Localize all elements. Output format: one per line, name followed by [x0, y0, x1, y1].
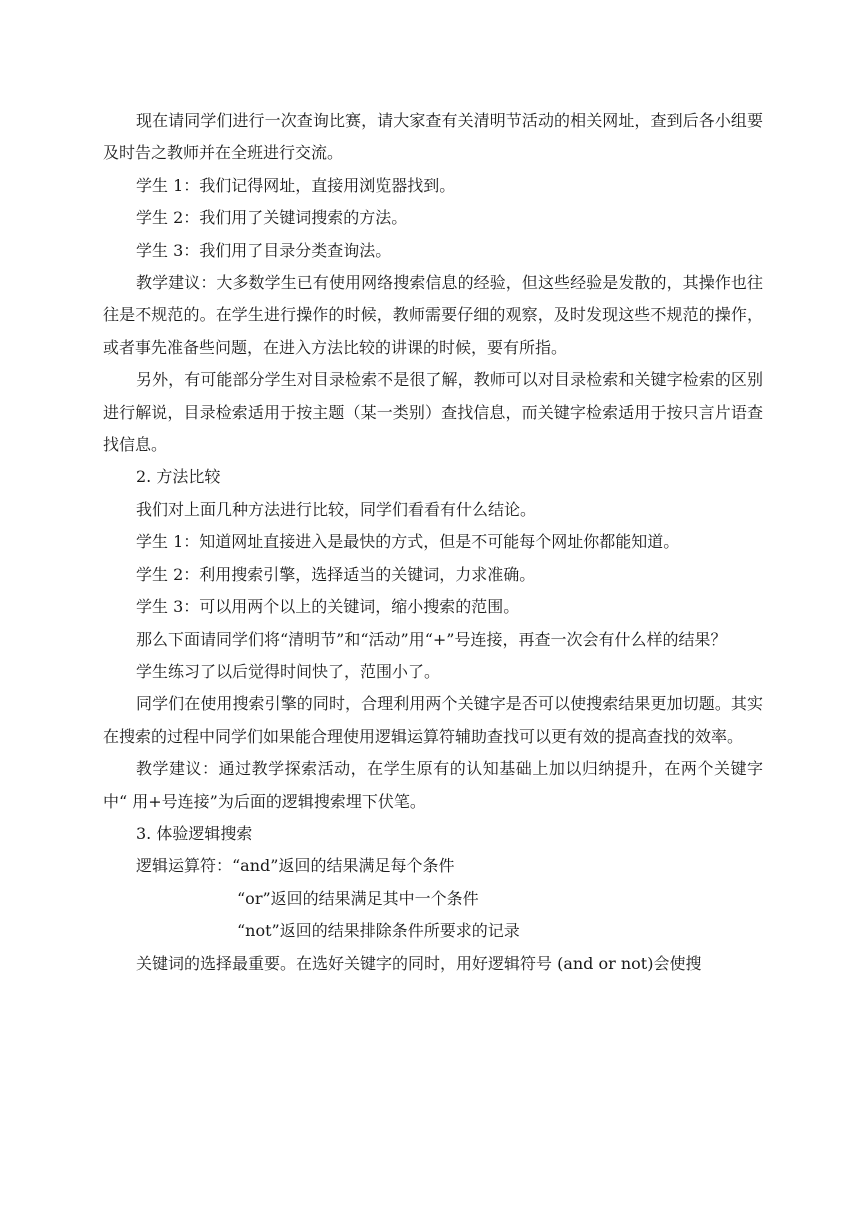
paragraph-directory-vs-keyword: 另外，有可能部分学生对目录检索不是很了解，教师可以对目录检索和关键字检索的区别进行解说，目录检索适用于按主题（某一类别）查找信息，而关键字检索适用于按只言片语查找信息。: [103, 370, 763, 455]
paragraph-teaching-suggestion-2: 教学建议：通过教学探索活动，在学生原有的认知基础上加以归纳提升，在两个关键字中“ 用+号连接”为后面的逻辑搜索埋下伏笔。: [103, 759, 763, 811]
operator-and-description: 逻辑运算符：“and”返回的结果满足每个条件: [136, 856, 455, 876]
paragraph-comparison-student-3: 学生 3：可以用两个以上的关键词，缩小搜索的范围。: [136, 597, 520, 617]
document-body: [103, 105, 763, 980]
paragraph-keyword-selection: 关键词的选择最重要。在选好关键字的同时，用好逻辑符号 (and or not)会使搜: [136, 953, 702, 973]
operator-or-description: “or”返回的结果满足其中一个条件: [237, 888, 479, 908]
paragraph-practice-result: 学生练习了以后觉得时间快了，范围小了。: [136, 661, 441, 681]
paragraph-compare-intro: 我们对上面几种方法进行比较，同学们看看有什么结论。: [136, 499, 537, 519]
paragraph-query-contest: 现在请同学们进行一次查询比赛，请大家查有关清明节活动的相关网址，查到后各小组要及时告之教师并在全班进行交流。: [103, 111, 763, 163]
paragraph-comparison-student-2: 学生 2：利用搜索引擎，选择适当的关键词，力求准确。: [136, 564, 536, 584]
paragraph-logic-operators-benefit: 同学们在使用搜索引擎的同时，合理利用两个关键字是否可以使搜索结果更加切题。其实在搜索的过程中同学们如果能合理使用逻辑运算符辅助查找可以更有效的提高查找的效率。: [103, 694, 763, 746]
operator-not-description: “not”返回的结果排除条件所要求的记录: [237, 921, 520, 941]
section-heading-logic-search: 3. 体验逻辑搜索: [136, 823, 253, 843]
paragraph-student-2-answer: 学生 2：我们用了关键词搜索的方法。: [136, 208, 408, 228]
paragraph-plus-connection-task: 那么下面请同学们将“清明节”和“活动”用“+”号连接，再查一次会有什么样的结果？: [136, 629, 727, 649]
paragraph-student-1-answer: 学生 1：我们记得网址，直接用浏览器找到。: [136, 175, 456, 195]
paragraph-comparison-student-1: 学生 1：知道网址直接进入是最快的方式，但是不可能每个网址你都能知道。: [136, 532, 680, 552]
section-heading-method-comparison: 2. 方法比较: [136, 467, 221, 487]
paragraph-teaching-suggestion-1: 教学建议：大多数学生已有使用网络搜索信息的经验，但这些经验是发散的，其操作也往往是不规范的。在学生进行操作的时候，教师需要仔细的观察，及时发现这些不规范的操作，或者事先准备些问题，在进入方法比较的讲课的时候，要有所指。: [103, 273, 763, 357]
paragraph-student-3-answer: 学生 3：我们用了目录分类查询法。: [136, 240, 392, 260]
